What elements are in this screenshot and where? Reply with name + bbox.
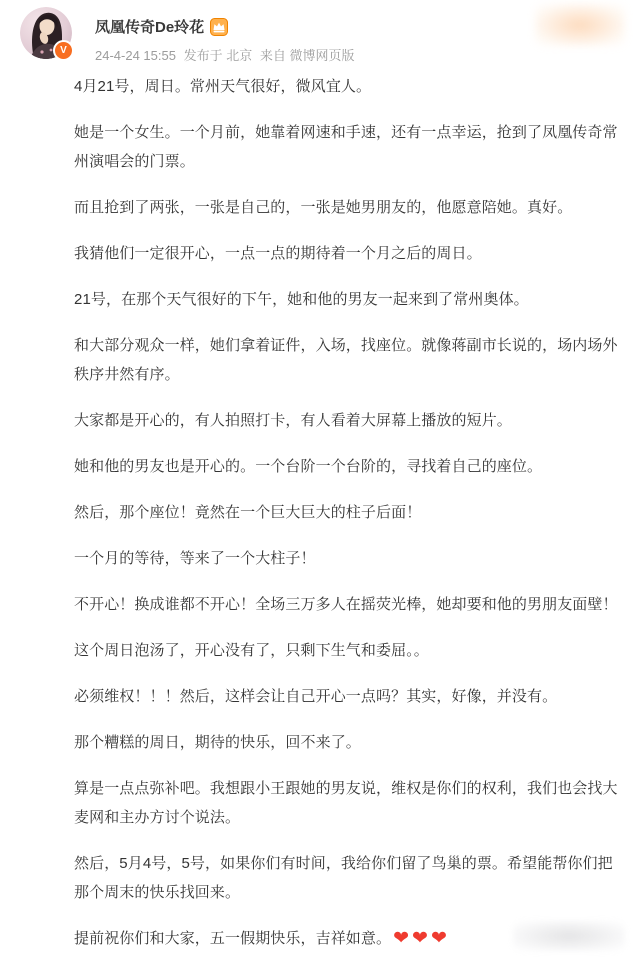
header-info (95, 7, 358, 64)
heart-emojis: ❤❤❤ (393, 927, 450, 949)
timestamp: 24-4-24 15:55 (95, 48, 176, 63)
post-paragraph: 然后，5月4号，5号，如果你们有时间，我给你们留了鸟巢的票。希望能帮你们把那个周末的快乐找回来。 (74, 855, 613, 901)
post-paragraph: 她是一个女生。一个月前，她靠着网速和手速，还有一点幸运，抢到了凤凰传奇常州演唱会的门票。 (74, 124, 618, 170)
post-paragraph: 她和他的男友也是开心的。一个台阶一个台阶的，寻找着自己的座位。 (74, 458, 543, 475)
post-paragraph: 大家都是开心的，有人拍照打卡，有人看着大屏幕上播放的短片。 (74, 412, 512, 429)
post-paragraph: 和大部分观众一样，她们拿着证件，入场，找座位。就像蒋副市长说的，场内场外秩序井然有序。 (74, 337, 618, 383)
closing-text: 提前祝你们和大家，五一假期快乐，吉祥如意。 (74, 930, 392, 947)
post-paragraph: 不开心！换成谁都不开心！全场三万多人在摇荧光棒，她却要和他的男朋友面壁！ (74, 596, 618, 613)
post-paragraph: 一个月的等待，等来了一个大柱子！ (74, 550, 316, 567)
post-paragraph: 这个周日泡汤了，开心没有了，只剩下生气和委屈。。 (74, 642, 429, 659)
post-paragraph: 然后，那个座位！竟然在一个巨大巨大的柱子后面！ (74, 504, 422, 521)
post-header (0, 0, 639, 64)
post-paragraph: 4月21号，周日。常州天气很好，微风宜人。 (74, 78, 372, 95)
publish-location: 发布于 北京 (183, 48, 253, 63)
post-paragraph: 那个糟糕的周日，期待的快乐，回不来了。 (74, 734, 361, 751)
post-closing-paragraph (74, 924, 620, 953)
post-paragraph: 21号，在那个天气很好的下午，她和他的男友一起来到了常州奥体。 (74, 291, 529, 308)
post-paragraph: 算是一点点弥补吧。我想跟小王跟她的男友说，维权是你们的权利，我们也会找大麦网和主办方讨个说法。 (74, 780, 618, 826)
verified-badge-icon: V (53, 40, 74, 61)
post-source-link[interactable]: 来自 微博网页版 (259, 48, 355, 63)
post-meta (95, 45, 358, 64)
username-link[interactable]: 凤凰传奇De玲花 (95, 19, 205, 36)
avatar[interactable] (20, 7, 72, 59)
vip-crown-icon (210, 18, 228, 36)
post-paragraph: 必须维权！！！然后，这样会让自己开心一点吗？其实，好像，并没有。 (74, 688, 558, 705)
paragraph-list (74, 72, 620, 907)
post-paragraph: 我猜他们一定很开心，一点一点的期待着一个月之后的周日。 (74, 245, 482, 262)
post-content (0, 64, 639, 953)
post-paragraph: 而且抢到了两张，一张是自己的，一张是她男朋友的，他愿意陪她。真好。 (74, 199, 573, 216)
